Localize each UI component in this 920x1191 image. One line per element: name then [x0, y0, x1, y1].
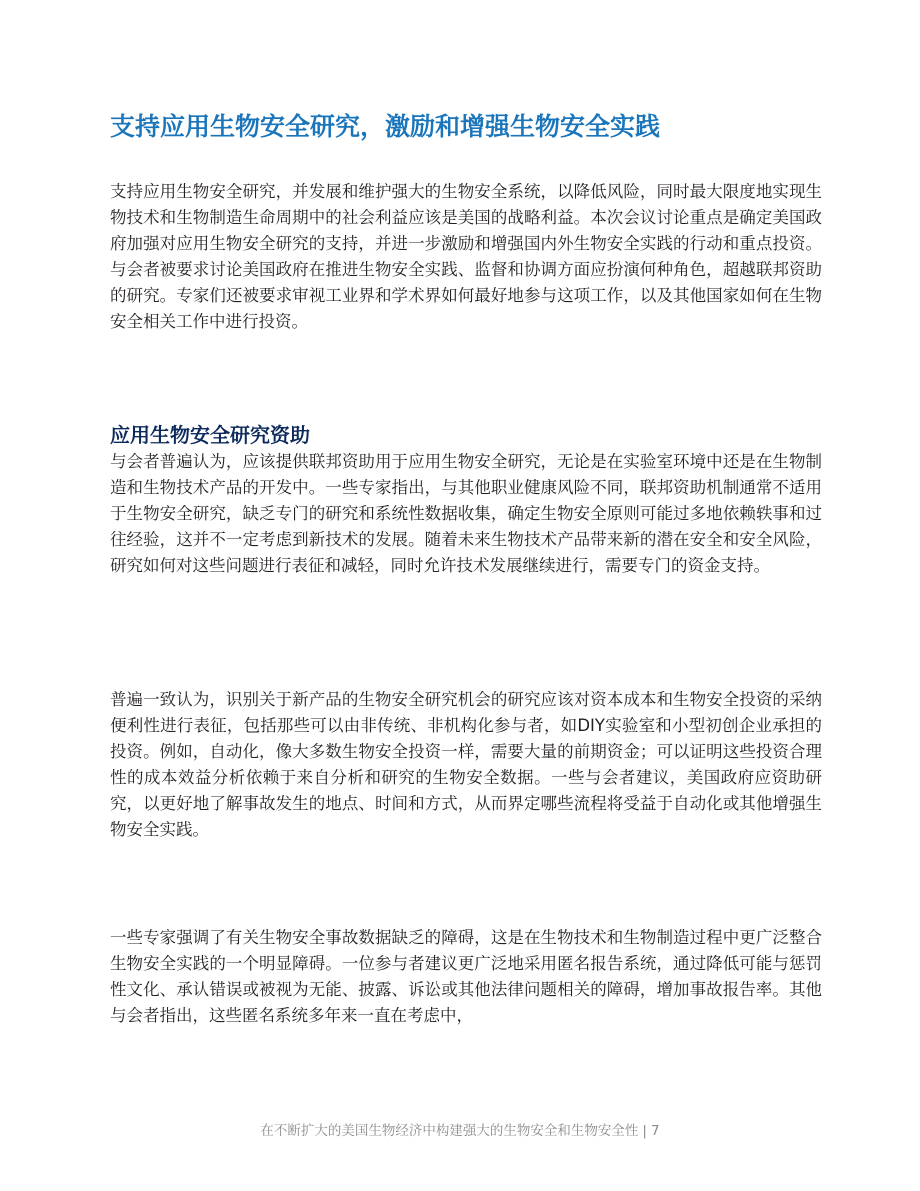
footer-separator: |: [642, 1123, 647, 1139]
body-paragraph-3: 一些专家强调了有关生物安全事故数据缺乏的障碍，这是在生物技术和生物制造过程中更广泛整合生物安全实践的一个明显障碍。一位参与者建议更广泛地采用匿名报告系统，通过降低可能与惩罚性文化、承认错误或被视为无能、披露、诉讼或其他法律问题相关的障碍，增加事故报告率。其他与会者指出，这些匿名系统多年来一直在考虑中，: [110, 928, 822, 1025]
body-paragraph-2: 普遍一致认为，识别关于新产品的生物安全研究机会的研究应该对资本成本和生物安全投资的采纳便利性进行表征，包括那些可以由非传统、非机构化参与者，如DIY实验室和小型初创企业承担的投资。例如，自动化，像大多数生物安全投资一样，需要大量的前期资金；可以证明这些投资合理性的成本效益分析依赖于来自分析和研究的生物安全数据。一些与会者建议，美国政府应资助研究，以更好地了解事故发生的地点、时间和方式，从而界定哪些流程将受益于自动化或其他增强生物安全实践。: [110, 690, 822, 839]
intro-paragraph: 支持应用生物安全研究，并发展和维护强大的生物安全系统，以降低风险，同时最大限度地实现生物技术和生物制造生命周期中的社会利益应该是美国的战略利益。本次会议讨论重点是确定美国政府加强对应用生物安全研究的支持，并进一步激励和增强国内外生物安全实践的行动和重点投资。与会者被要求讨论美国政府在推进生物安全实践、监督和协调方面应扮演何种角色，超越联邦资助的研究。专家们还被要求审视工业界和学术界如何最好地参与这项工作，以及其他国家如何在生物安全相关工作中进行投资。: [110, 182, 822, 331]
section-heading: 应用生物安全研究资助: [110, 423, 310, 447]
page-footer: [0, 1122, 920, 1140]
body-paragraph-1: 与会者普遍认为，应该提供联邦资助用于应用生物安全研究，无论是在实验室环境中还是在生物制造和生物技术产品的开发中。一些专家指出，与其他职业健康风险不同，联邦资助机制通常不适用于生物安全研究，缺乏专门的研究和系统性数据收集，确定生物安全原则可能过多地依赖轶事和过往经验，这并不一定考虑到新技术的发展。随着未来生物技术产品带来新的潜在安全和安全风险，研究如何对这些问题进行表征和减轻，同时允许技术发展继续进行，需要专门的资金支持。: [110, 452, 822, 575]
footer-title: 在不断扩大的美国生物经济中构建强大的生物安全和生物安全性: [260, 1123, 639, 1139]
page-number: 7: [650, 1123, 660, 1139]
page-title: 支持应用生物安全研究，激励和增强生物安全实践: [110, 112, 661, 141]
